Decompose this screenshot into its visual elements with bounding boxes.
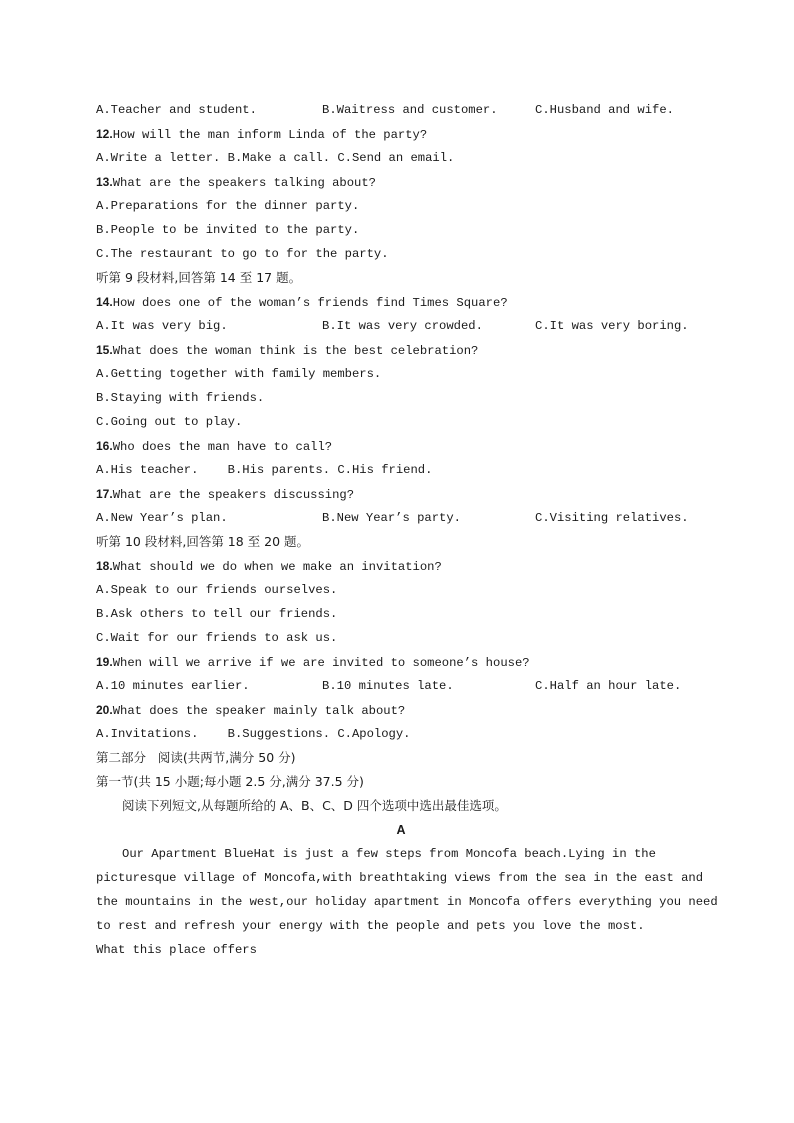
q11-options xyxy=(96,98,706,122)
q11-option-a: A.Teacher and student. xyxy=(96,103,257,117)
q17-stem xyxy=(96,482,706,506)
q16-text: Who does the man have to call? xyxy=(112,440,333,454)
passage-line-2: picturesque village of Moncofa,with breathtaking views from the sea in the east and xyxy=(96,871,704,885)
q11-option-b: B.Waitress and customer. xyxy=(322,103,498,117)
q18-number: 18. xyxy=(96,559,113,573)
q15-option-b: B.Staying with friends. xyxy=(96,391,265,405)
q18-text: What should we do when we make an invitation? xyxy=(112,560,442,574)
passage-line-1: Our Apartment BlueHat is just a few steps from Moncofa beach.Lying in the xyxy=(122,847,656,861)
passage-line-4: to rest and refresh your energy with the people and pets you love the most. xyxy=(96,919,645,933)
q18-stem xyxy=(96,554,706,578)
q17-text: What are the speakers discussing? xyxy=(112,488,355,502)
q18-option-c: C.Wait for our friends to ask us. xyxy=(96,631,338,645)
q19-text: When will we arrive if we are invited to someone’s house? xyxy=(112,656,530,670)
q14-option-b: B.It was very crowded. xyxy=(322,319,483,333)
q19-option-a: A.10 minutes earlier. xyxy=(96,679,250,693)
q17-option-a: A.New Year’s plan. xyxy=(96,511,228,525)
q14-option-a: A.It was very big. xyxy=(96,319,228,333)
q16-options: A.His teacher. B.His parents. C.His friend. xyxy=(96,463,433,477)
q12-number: 12. xyxy=(96,127,113,141)
q12-text: How will the man inform Linda of the party? xyxy=(112,128,428,142)
q17-options xyxy=(96,506,706,530)
q12-stem xyxy=(96,122,706,146)
q13-text: What are the speakers talking about? xyxy=(112,176,376,190)
passage-label: A xyxy=(396,823,406,837)
q14-options xyxy=(96,314,706,338)
q14-text: How does one of the woman’s friends find Times Square? xyxy=(112,296,508,310)
q15-option-a: A.Getting together with family members. xyxy=(96,367,382,381)
q19-option-c: C.Half an hour late. xyxy=(535,679,682,693)
q12-options: A.Write a letter. B.Make a call. C.Send an email. xyxy=(96,151,455,165)
q17-number: 17. xyxy=(96,487,113,501)
q13-option-b: B.People to be invited to the party. xyxy=(96,223,360,237)
q15-text: What does the woman think is the best celebration? xyxy=(112,344,479,358)
q18-option-a: A.Speak to our friends ourselves. xyxy=(96,583,338,597)
q13-option-a: A.Preparations for the dinner party. xyxy=(96,199,360,213)
passage-subheading: What this place offers xyxy=(96,943,257,957)
q14-number: 14. xyxy=(96,295,113,309)
q19-option-b: B.10 minutes late. xyxy=(322,679,454,693)
q16-number: 16. xyxy=(96,439,113,453)
section-1-heading: 第一节(共 15 小题;每小题 2.5 分,满分 37.5 分) xyxy=(96,774,364,789)
reading-instruction: 阅读下列短文,从每题所给的 A、B、C、D 四个选项中选出最佳选项。 xyxy=(122,798,507,813)
section-10-heading: 听第 10 段材料,回答第 18 至 20 题。 xyxy=(96,534,310,549)
q19-stem xyxy=(96,650,706,674)
q20-number: 20. xyxy=(96,703,113,717)
q20-text: What does the speaker mainly talk about? xyxy=(112,704,406,718)
q14-stem xyxy=(96,290,706,314)
q20-stem xyxy=(96,698,706,722)
section-9-heading: 听第 9 段材料,回答第 14 至 17 题。 xyxy=(96,270,302,285)
q17-option-c: C.Visiting relatives. xyxy=(535,511,689,525)
q16-stem xyxy=(96,434,706,458)
q18-option-b: B.Ask others to tell our friends. xyxy=(96,607,338,621)
passage-line-3: the mountains in the west,our holiday apartment in Moncofa offers everything you need xyxy=(96,895,718,909)
q17-option-b: B.New Year’s party. xyxy=(322,511,461,525)
q11-option-c: C.Husband and wife. xyxy=(535,103,674,117)
q14-option-c: C.It was very boring. xyxy=(535,319,689,333)
exam-page xyxy=(96,98,718,962)
q20-options: A.Invitations. B.Suggestions. C.Apology. xyxy=(96,727,411,741)
part-2-heading: 第二部分 阅读(共两节,满分 50 分) xyxy=(96,750,296,765)
q15-stem xyxy=(96,338,706,362)
q13-stem xyxy=(96,170,706,194)
q19-options xyxy=(96,674,706,698)
q15-option-c: C.Going out to play. xyxy=(96,415,243,429)
q15-number: 15. xyxy=(96,343,113,357)
q13-number: 13. xyxy=(96,175,113,189)
q19-number: 19. xyxy=(96,655,113,669)
q13-option-c: C.The restaurant to go to for the party. xyxy=(96,247,389,261)
